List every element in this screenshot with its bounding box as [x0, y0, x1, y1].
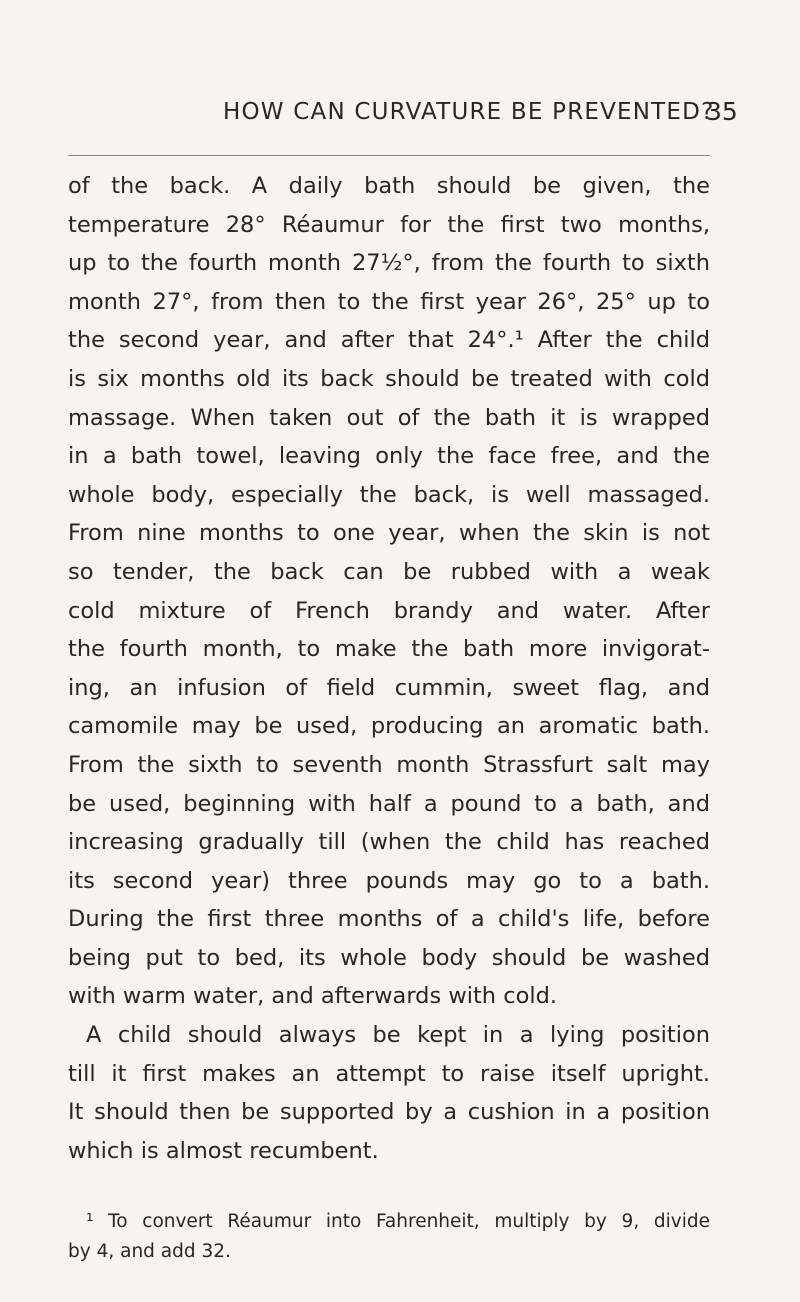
footnote-line: by 4, and add 32.: [68, 1241, 231, 1262]
text-line: which is almost recumbent.: [68, 1137, 379, 1164]
text-line: in a bath towel, leaving only the face free, and the: [68, 443, 710, 470]
text-line: temperature 28° Réaumur for the first two months,: [68, 211, 710, 238]
text-line: cold mixture of French brandy and water. After: [68, 597, 710, 624]
body-text: [68, 167, 710, 1170]
text-line: camomile may be used, producing an aromatic bath.: [68, 713, 710, 740]
text-line: It should then be supported by a cushion in a position: [68, 1099, 710, 1126]
page-number: 35: [706, 97, 738, 126]
text-line: whole body, especially the back, is well massaged.: [68, 481, 710, 508]
text-line: is six months old its back should be treated with cold: [68, 365, 710, 392]
text-line: the fourth month, to make the bath more invigorat-: [68, 636, 710, 663]
text-line: massage. When taken out of the bath it is wrapped: [68, 404, 710, 431]
text-line: the second year, and after that 24°.¹ After the child: [68, 327, 710, 354]
header-rule: [68, 155, 710, 156]
running-title: HOW CAN CURVATURE BE PREVENTED?: [223, 99, 715, 125]
text-line: From nine months to one year, when the skin is not: [68, 520, 710, 547]
text-line: ing, an infusion of field cummin, sweet flag, and: [68, 674, 710, 701]
text-line: During the first three months of a child's life, before: [68, 906, 710, 933]
text-line: be used, beginning with half a pound to a bath, and: [68, 790, 710, 817]
text-line: so tender, the back can be rubbed with a weak: [68, 558, 710, 585]
text-line: A child should always be kept in a lying position: [86, 1022, 710, 1049]
text-line: being put to bed, its whole body should be washed: [68, 944, 710, 971]
footnote: [68, 1207, 710, 1267]
text-line: with warm water, and afterwards with cold.: [68, 983, 558, 1010]
text-line: From the sixth to seventh month Strassfurt salt may: [68, 751, 710, 778]
text-line: increasing gradually till (when the child has reached: [68, 829, 710, 856]
footnote-line: ¹ To convert Réaumur into Fahrenheit, multiply by 9, divide: [86, 1211, 710, 1232]
text-line: its second year) three pounds may go to a bath.: [68, 867, 710, 894]
text-line: of the back. A daily bath should be given, the: [68, 173, 710, 199]
text-line: month 27°, from then to the first year 26°, 25° up to: [68, 288, 710, 315]
text-line: up to the fourth month 27½°, from the fourth to sixth: [68, 250, 710, 277]
text-line: till it first makes an attempt to raise itself upright.: [68, 1060, 710, 1087]
page-header: [0, 90, 800, 134]
